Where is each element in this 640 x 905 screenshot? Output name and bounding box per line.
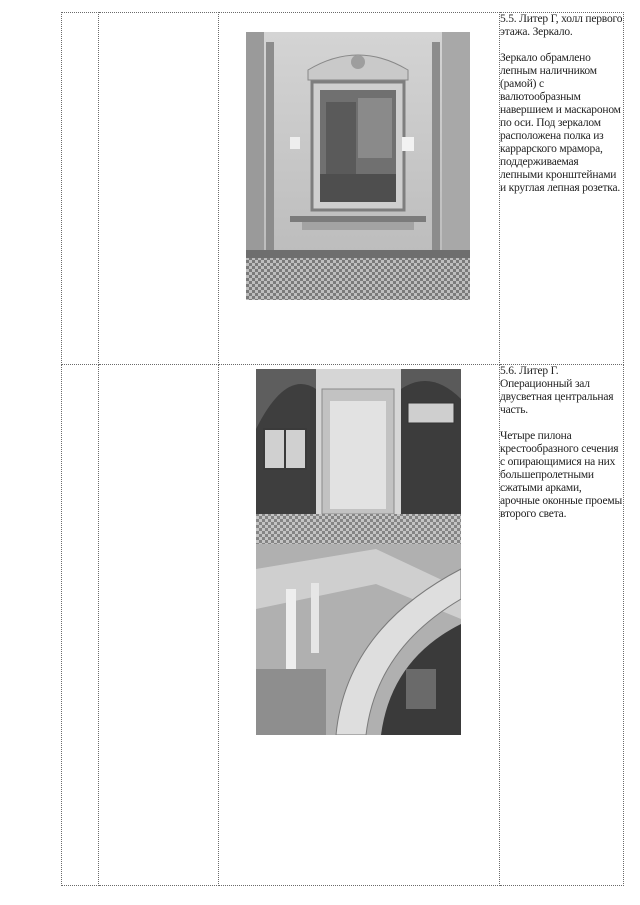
entry-heading: 5.5. Литер Г, холл первого этажа. Зеркало. [500, 13, 623, 38]
mirror-photo [246, 32, 470, 300]
table-row [62, 365, 624, 886]
table-row [62, 13, 624, 365]
number-cell [62, 13, 99, 365]
entry-description: Четыре пилона крестообразного сечения с опирающимися на них большепролетными сжатыми арками, арочные оконные проемы второго света. [500, 430, 622, 520]
description-cell [500, 365, 624, 886]
number-cell [62, 365, 99, 886]
photo-cell [219, 365, 500, 886]
name-cell [99, 365, 219, 886]
photo-cell [219, 13, 500, 365]
name-cell [99, 13, 219, 365]
description-cell [500, 13, 624, 365]
entry-heading: 5.6. Литер Г. Операционный зал двусветная центральная часть. [500, 365, 614, 416]
entry-description: Зеркало обрамлено лепным наличником (рамой) с валютообразным навершием и маскароном по оси. Под зеркалом расположена полка из каррарского мрамора, поддерживаемая лепными кронштейнами и круглая лепная розетка. [500, 52, 621, 194]
hall-photo [256, 369, 461, 735]
monument-table [61, 12, 624, 886]
